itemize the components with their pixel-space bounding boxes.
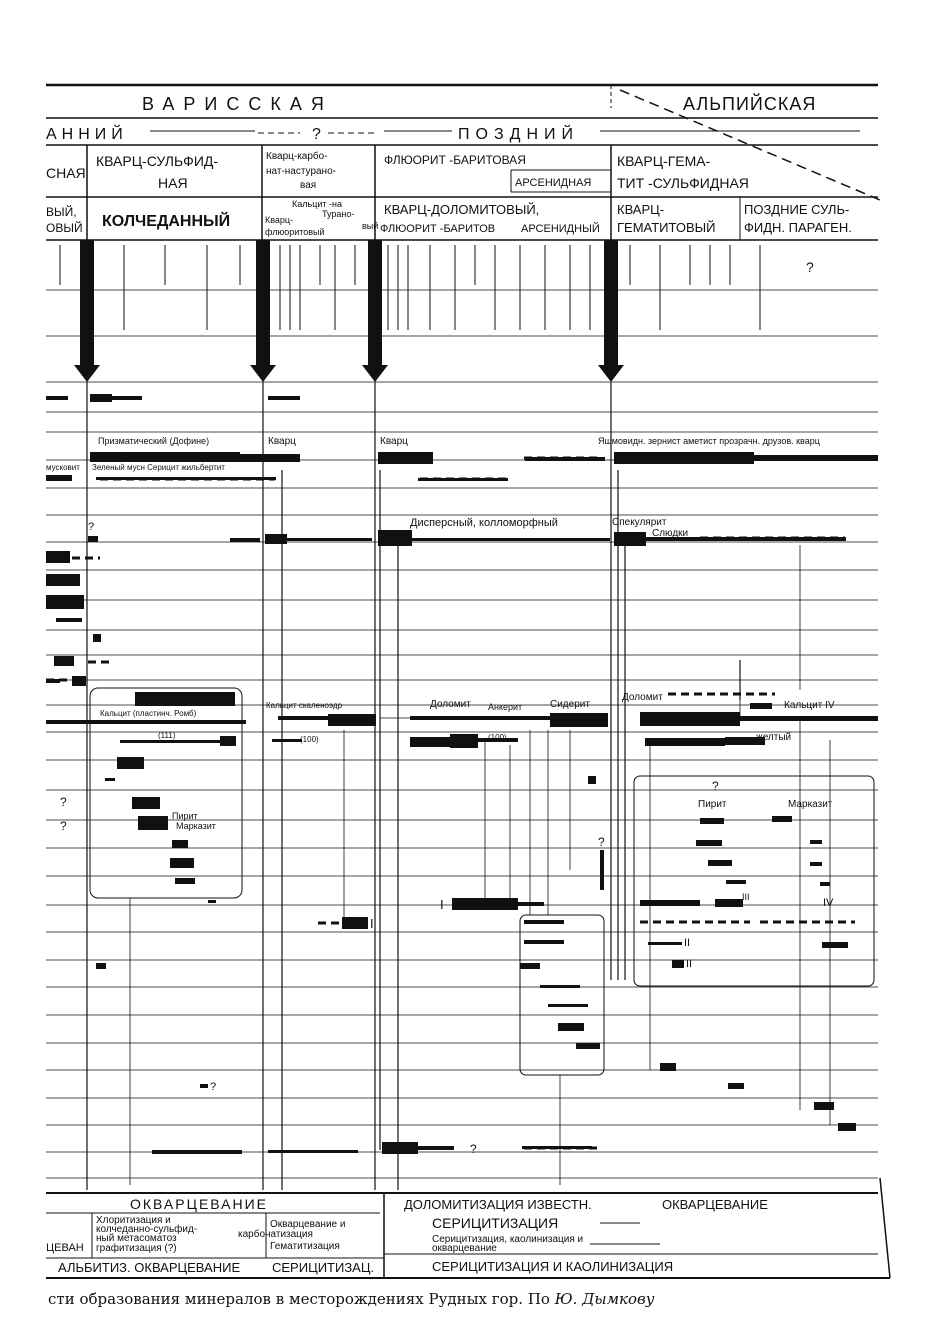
footer-chlorit-b: колчеданно-сульфид- <box>96 1224 198 1235</box>
label-quartz-varieties: Яшмовидн. зернист аметист прозрачн. друзов. кварц <box>598 436 820 446</box>
sub-c2a: Кальцит -на <box>292 199 342 209</box>
label-marcasite-2: Марказит <box>788 799 833 810</box>
label-q-8: ? <box>88 521 95 533</box>
label-roman-2b: II <box>686 958 693 970</box>
footer-tsevan: ЦЕВАН <box>46 1242 84 1254</box>
label-dolomite-1: Доломит <box>430 699 471 710</box>
footer-chlorit-a: Хлоритизация и <box>96 1215 171 1226</box>
small-arrows <box>60 245 760 330</box>
sub-c0a: ВЫЙ, <box>46 205 77 219</box>
stage-arrows <box>74 240 624 382</box>
label-quartz-2: Кварц <box>380 436 408 447</box>
stage-s4b: ТИТ -СУЛЬФИДНАЯ <box>617 175 749 191</box>
label-roman-1: I <box>440 897 444 912</box>
footer-sericitization: СЕРИЦИТИЗАЦИЯ <box>432 1215 559 1231</box>
label-pyrite-1: Пирит <box>172 811 198 821</box>
label-dispersed: Дисперсный, колломорфный <box>410 517 558 529</box>
footer-dolomit: ДОЛОМИТИЗАЦИЯ ИЗВЕСТН. <box>404 1197 592 1212</box>
label-micas: Слюдки <box>652 528 689 539</box>
label-q-6: ? <box>712 779 719 793</box>
sub-c2d: вый <box>362 221 379 231</box>
footer-seric-short: СЕРИЦИТИЗАЦ. <box>272 1260 375 1275</box>
footer-silicification-1: ОКВАРЦЕВАНИЕ <box>130 1196 269 1212</box>
label-roman-2: II <box>684 937 691 949</box>
footer-seric-kaol-b: окварцевание <box>432 1243 497 1254</box>
dashed-bars <box>46 458 855 1148</box>
label-calcite-iv: Кальцит IV <box>784 700 835 711</box>
label-muscovite: мусковит <box>46 463 80 472</box>
footer-chlorit-d: графитизация (?) <box>96 1243 177 1254</box>
sub-c2e: флюоритовый <box>265 227 325 237</box>
sub-c4a: КВАРЦ- <box>617 202 665 217</box>
label-q-3: ? <box>806 259 814 275</box>
label-marcasite-1: Марказит <box>176 821 216 831</box>
label-q-1: ? <box>60 795 67 809</box>
sub-c5b: ФИДН. ПАРАГЕН. <box>744 220 852 235</box>
bracket-boxes <box>90 688 874 1075</box>
label-siderite: Сидерит <box>550 699 590 710</box>
footer-seric-kaol-a: Серицитизация, каолинизация и <box>432 1234 584 1245</box>
caption-author: Ю. Дымкову <box>554 1290 655 1308</box>
period-late: ПОЗДНИЙ <box>458 126 579 143</box>
label-roman-3: III <box>742 892 750 902</box>
stage-lines <box>87 382 740 1190</box>
era-variscan: ВАРИССКАЯ <box>142 94 333 114</box>
caption-text: сти образования минералов в месторождениях Рудных гор. По <box>48 1290 550 1308</box>
footer-carb-a: Окварцевание и <box>270 1219 346 1230</box>
label-pyrite-2: Пирит <box>698 799 727 810</box>
label-specularite: Спекулярит <box>612 517 667 528</box>
sub-c0b: ОВЫЙ <box>46 221 83 235</box>
label-yellow: желтый <box>756 732 792 743</box>
sub-c4b: ГЕМАТИТОВЫЙ <box>617 220 716 235</box>
label-green-mica: Зеленый мусн Серицит жильбертит <box>92 463 225 472</box>
sub-c2b: Турано- <box>322 209 355 219</box>
figure-caption <box>48 1290 654 1308</box>
label-quartz-1: Кварц <box>268 436 296 447</box>
label-dolomite-2: Доломит <box>622 692 663 703</box>
stage-s3-box: АРСЕНИДНАЯ <box>515 177 592 189</box>
footer-carb-c: Гематитизация <box>270 1241 340 1252</box>
footer-carb-b: карбонатизация <box>238 1229 313 1240</box>
label-prismatic: Призматический (Дофине) <box>98 436 210 446</box>
label-roman-1b: I <box>370 916 374 931</box>
period-early: АННИЙ <box>46 126 128 143</box>
stage-s2a: Кварц-карбо- <box>266 151 328 162</box>
label-ankerite: Анкерит <box>488 702 523 712</box>
label-idx-100a: (100) <box>300 735 319 744</box>
stage-s1a: КВАРЦ-СУЛЬФИД- <box>96 153 219 169</box>
label-q-5: ? <box>470 1142 477 1156</box>
duration-bars <box>46 394 878 1154</box>
sub-c3c: АРСЕНИДНЫЙ <box>521 223 600 235</box>
label-idx-111: (111) <box>158 731 176 740</box>
label-roman-4: IV <box>823 897 834 909</box>
label-q-2: ? <box>60 819 67 833</box>
footer-albit: АЛЬБИТИЗ. ОКВАРЦЕВАНИЕ <box>58 1260 241 1275</box>
stage-s3: ФЛЮОРИТ -БАРИТОВАЯ <box>384 153 526 167</box>
sub-c3b: ФЛЮОРИТ -БАРИТОВ <box>380 223 496 235</box>
label-calcite-scalen: Кальцит скаленоэдр <box>266 701 343 710</box>
footer-silicification-2: ОКВАРЦЕВАНИЕ <box>662 1197 768 1212</box>
footer-seric-kaol-big: СЕРИЦИТИЗАЦИЯ И КАОЛИНИЗАЦИЯ <box>432 1259 674 1274</box>
footer-chlorit-c: ный метасоматоз <box>96 1233 177 1244</box>
stage-s1b: НАЯ <box>158 175 188 191</box>
label-calcite-plate: Кальцит (пластинч. Ромб) <box>100 709 197 718</box>
period-uncertain: ? <box>312 126 321 143</box>
era-alpine: АЛЬПИЙСКАЯ <box>683 94 817 114</box>
label-q-4: ? <box>598 835 605 849</box>
stage-s4a: КВАРЦ-ГЕМА- <box>617 153 711 169</box>
sub-c1: КОЛЧЕДАННЫЙ <box>102 213 231 230</box>
label-q-7: ? <box>210 1081 217 1093</box>
sub-c5a: ПОЗДНИЕ СУЛЬ- <box>744 202 850 217</box>
label-idx-100b: (100) <box>488 733 507 742</box>
stage-s2c: вая <box>300 180 317 191</box>
sub-c3a: КВАРЦ-ДОЛОМИТОВЫЙ, <box>384 202 540 217</box>
stage-s2b: нат-настурано- <box>266 166 336 177</box>
sub-c2c: Кварц- <box>265 215 294 225</box>
stage-s0: СНАЯ <box>46 165 86 181</box>
